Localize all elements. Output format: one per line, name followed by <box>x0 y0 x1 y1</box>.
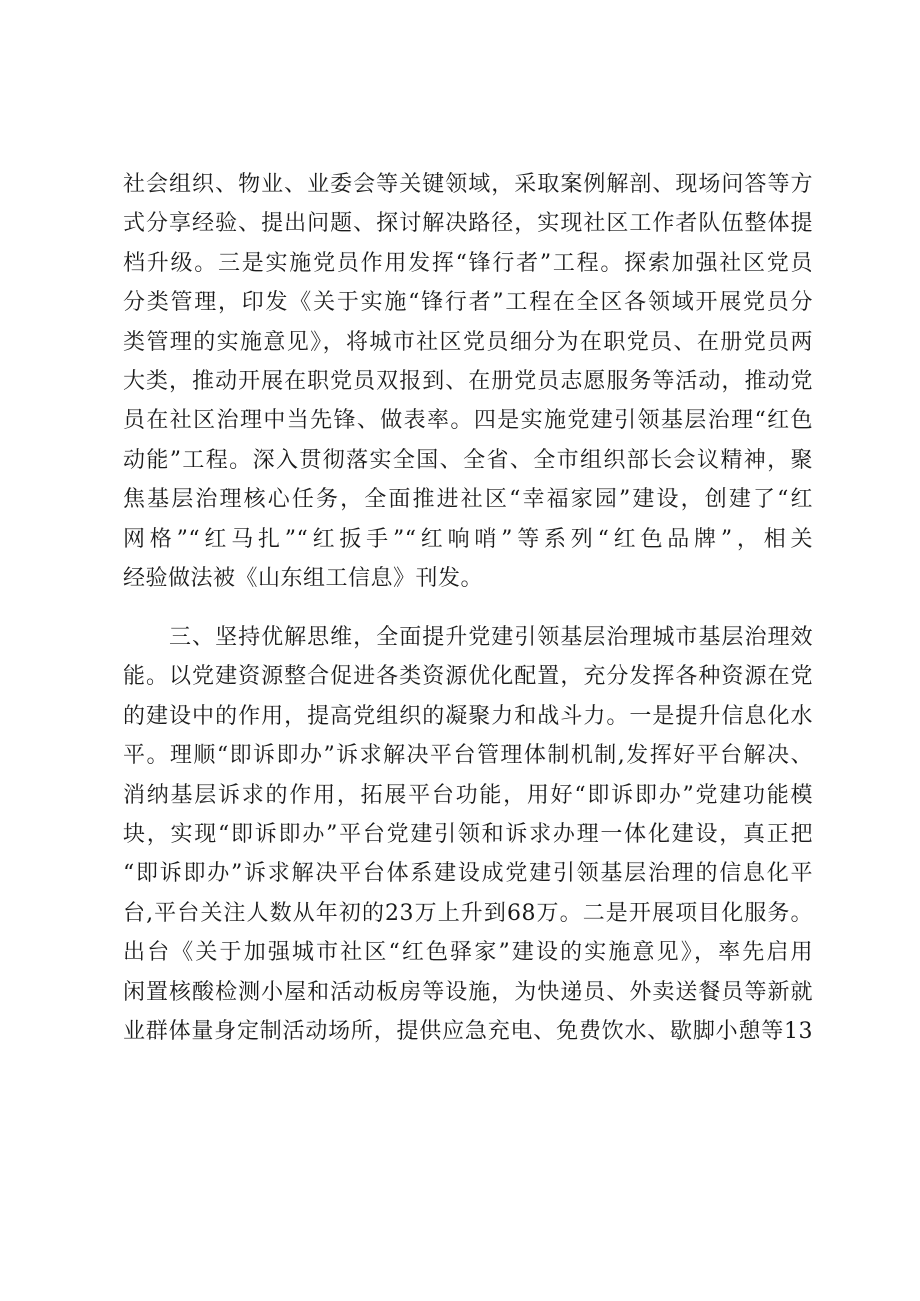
text-line: 焦基层治理核心任务，全面推进社区“幸福家园”建设，创建了“红 <box>123 487 813 513</box>
text-line: 出台《关于加强城市社区“红色驿家”建设的实施意见》，率先启用 <box>123 940 813 966</box>
text-line: 式分享经验、提出问题、探讨解决路径，实现社区工作者队伍整体提 <box>123 211 813 237</box>
text-line: 块，实现“即诉即办”平台党建引领和诉求办理一体化建设，真正把 <box>123 822 813 848</box>
paragraph-1 <box>123 165 813 598</box>
text-line: 员在社区治理中当先锋、做表率。四是实施党建引领基层治理“红色 <box>123 408 813 434</box>
text-line: 大类，推动开展在职党员双报到、在册党员志愿服务等活动，推动党 <box>123 369 813 395</box>
text-line: “即诉即办”诉求解决平台体系建设成党建引领基层治理的信息化平 <box>123 861 813 887</box>
text-line: 业群体量身定制活动场所，提供应急充电、免费饮水、歇脚小憩等13 <box>123 1019 813 1045</box>
text-line: 经验做法被《山东组工信息》刊发。 <box>123 566 484 592</box>
text-line: 台,平台关注人数从年初的23万上升到68万。二是开展项目化服务。 <box>123 900 813 926</box>
text-line: 的建设中的作用，提高党组织的凝聚力和战斗力。一是提升信息化水 <box>123 703 813 729</box>
text-line: 分类管理，印发《关于实施“锋行者”工程在全区各领域开展党员分 <box>123 290 813 316</box>
text-line: 网格”“红马扎”“红扳手”“红响哨”等系列“红色品牌”，相关 <box>123 526 813 552</box>
text-line: 社会组织、物业、业委会等关键领域，采取案例解剖、现场问答等方 <box>123 172 813 197</box>
text-line: 类管理的实施意见》，将城市社区党员细分为在职党员、在册党员两 <box>123 329 813 355</box>
paragraph-2 <box>123 618 813 1051</box>
text-line: 能。以党建资源整合促进各类资源优化配置，充分发挥各种资源在党 <box>123 664 813 690</box>
text-line: 平。理顺“即诉即办”诉求解决平台管理体制机制,发挥好平台解决、 <box>123 743 813 769</box>
text-line: 档升级。三是实施党员作用发挥“锋行者”工程。探索加强社区党员 <box>123 250 813 276</box>
text-line: 动能”工程。深入贯彻落实全国、全省、全市组织部长会议精神，聚 <box>123 447 813 473</box>
text-line: 三、坚持优解思维，全面提升党建引领基层治理城市基层治理效 <box>123 625 813 650</box>
text-line: 消纳基层诉求的作用，拓展平台功能，用好“即诉即办”党建功能模 <box>123 782 813 808</box>
text-line: 闲置核酸检测小屋和活动板房等设施，为快递员、外卖送餐员等新就 <box>123 979 813 1005</box>
